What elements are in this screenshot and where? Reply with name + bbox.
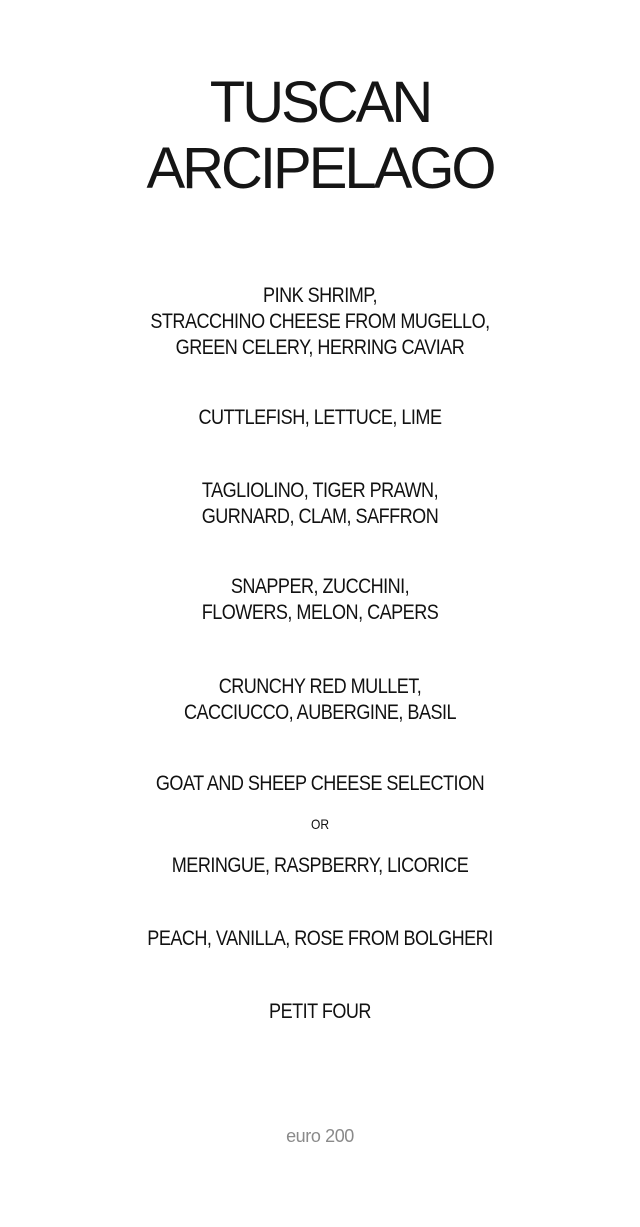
course-line: STRACCHINO CHEESE FROM MUGELLO,	[150, 310, 490, 333]
course-1	[45, 283, 595, 361]
course-line: GURNARD, CLAM, SAFFRON	[201, 505, 439, 528]
course-line: PETIT FOUR	[269, 1000, 371, 1023]
course-line: PEACH, VANILLA, ROSE FROM BOLGHERI	[147, 927, 493, 950]
menu-price: euro 200	[286, 1126, 354, 1146]
course-5	[45, 674, 595, 726]
course-line: PINK SHRIMP,	[263, 284, 377, 307]
course-line: CUTTLEFISH, LETTUCE, LIME	[198, 406, 442, 429]
course-6	[45, 771, 595, 797]
course-line: SNAPPER, ZUCCHINI,	[230, 575, 410, 598]
course-line: CACCIUCCO, AUBERGINE, BASIL	[183, 701, 457, 724]
course-line: GREEN CELERY, HERRING CAVIAR	[175, 336, 465, 359]
course-9	[45, 999, 595, 1025]
course-7	[45, 853, 595, 879]
course-line: CRUNCHY RED MULLET,	[218, 675, 422, 698]
course-line: FLOWERS, MELON, CAPERS	[201, 601, 439, 624]
menu-title-line-1: TUSCAN	[209, 70, 431, 135]
course-2	[45, 405, 595, 431]
course-3	[45, 478, 595, 530]
course-line: MERINGUE, RASPBERRY, LICORICE	[171, 854, 469, 877]
course-line: TAGLIOLINO, TIGER PRAWN,	[201, 479, 439, 502]
menu-title-line-2: ARCIPELAGO	[146, 136, 494, 201]
course-line: GOAT AND SHEEP CHEESE SELECTION	[155, 772, 485, 795]
course-8	[45, 926, 595, 952]
or-separator: OR	[310, 816, 330, 832]
course-4	[45, 574, 595, 626]
